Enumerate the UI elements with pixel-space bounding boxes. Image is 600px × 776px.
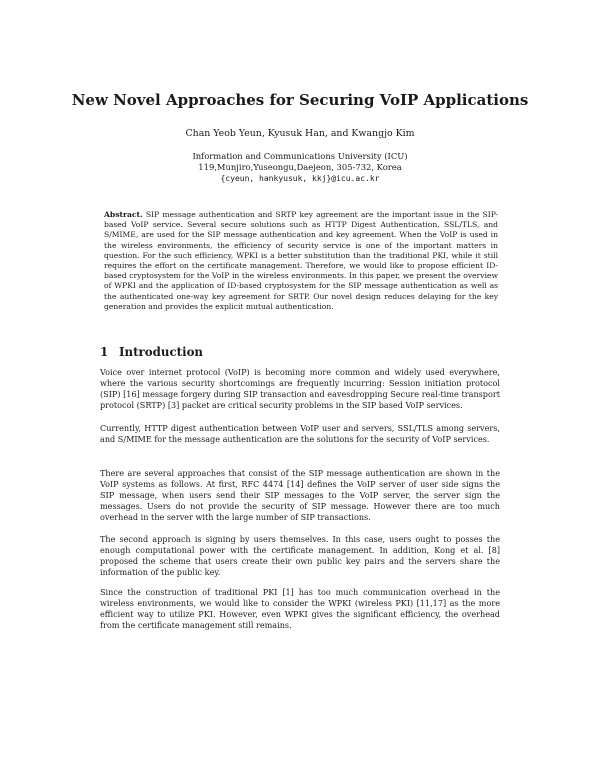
affiliation-institution: Information and Communications University (ICU) bbox=[192, 151, 408, 161]
body-paragraph: Since the construction of traditional PKI [1] has too much communication overhead in the wireless environments, we would like to consider the WPKI (wireless PKI) [11,17] as the more efficient way to utilize PKI. However, even WPKI gives the significant efficiency, the overhead from the certificate management still remains. bbox=[100, 587, 500, 630]
section-number: 1 bbox=[100, 345, 109, 359]
abstract-text: SIP message authentication and SRTP key agreement are the important issue in the SIP-based VoIP service. Several secure solutions such as HTTP Digest Authentication, SSL/TLS, and S/MIME, are used for the SIP message authentication and key agreement. When the VoIP is used in the wireless environments, the efficiency of security service is one of the important matters in question. For the such efficiency, WPKI is a better substitution than the traditional PKI, while it still requires the effort on the certificate management. Therefore, we would like to propose efficient ID-based cryptosystem for the VoIP in the wireless environments. In this paper, we present the overview of WPKI and the application of ID-based cryptosystem for the SIP message authentication as well as the authenticated one-way key agreement for SRTP. Our novel design reduces delaying for the key generation and provides the explicit mutual authentication. bbox=[104, 210, 498, 311]
body-paragraph: Voice over internet protocol (VoIP) is becoming more common and widely used everywhere, where the various security shortcomings are frequently incurring: Session initiation protocol (SIP) [16] message forgery during SIP transaction and eavesdropping Secure real-time transport protocol (SRTP) [3] packet are critical security problems in the SIP based VoIP services. bbox=[100, 367, 500, 410]
section-title: Introduction bbox=[119, 345, 204, 359]
author-emails: {cyeun, hankyusuk, kkj}@icu.ac.kr bbox=[220, 174, 380, 183]
body-paragraph: The second approach is signing by users themselves. In this case, users ought to posses the enough computational power with the certificate management. In addition, Kong et al. [8] proposed the scheme that users create their own public key pairs and the servers share the information of the public key. bbox=[100, 534, 500, 577]
abstract-label: Abstract. bbox=[104, 210, 143, 219]
body-paragraph: Currently, HTTP digest authentication between VoIP user and servers, SSL/TLS among servers, and S/MIME for the message authentication are the solutions for the security of VoIP services. bbox=[100, 423, 500, 444]
author-list: Chan Yeob Yeun, Kyusuk Han, and Kwangjo Kim bbox=[185, 128, 415, 139]
paper-title: New Novel Approaches for Securing VoIP Applications bbox=[71, 91, 529, 109]
affiliation-address: 119,Munjiro,Yuseongu,Daejeon, 305-732, Korea bbox=[198, 162, 402, 172]
body-paragraph: There are several approaches that consist of the SIP message authentication are shown in the VoIP systems as follows. At first, RFC 4474 [14] defines the VoIP server of user side signs the SIP message, when users send their SIP messages to the VoIP server, the server sign the messages. Users do not provide the security of SIP message. However there are too much overhead in the server with the large number of SIP transactions. bbox=[100, 468, 500, 522]
affiliation bbox=[60, 151, 540, 184]
section-heading bbox=[100, 345, 500, 359]
abstract bbox=[104, 210, 498, 312]
